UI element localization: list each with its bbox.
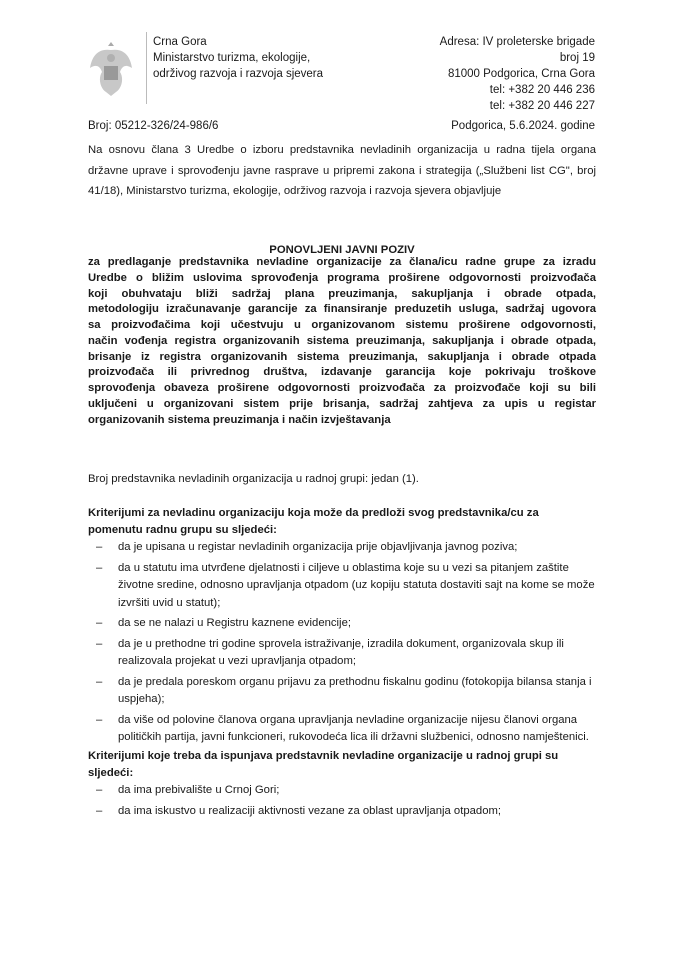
org-criteria-list [88,539,596,747]
org-line: održivog razvoja i razvoja sjevera [153,68,324,80]
subject-line: za predlaganje predstavnika nevladine organizacije za člana/icu radne grupe za izradu [88,256,596,268]
list-item: – da ima iskustvo u realizaciji aktivnosti vezane za oblast upravljanja otpadom; [96,804,502,817]
intro-paragraph: Na osnovu člana 3 Uredbe o izboru predstavnika nevladinih organizacija u radna tijela organa državne uprave i sprovođenju javne rasprave u pripremi zakona i strategija („Službeni list CG", broj 41/18), Ministarstvo turizma, ekologije, održivog razvoja i razvoja sjevera objavljuje [88,144,596,197]
subject-line: organizovanih sistema preuzimanja i način izvještavanja [88,413,391,426]
subject-line: način vođenja registra organizovanih sistema preuzimanja, sakupljanja i obrade otpada, [88,334,596,347]
list-item: – da je u prethodne tri godine sprovela istraživanje, izradila dokument, organizovala skup ili realizovala projekat u vezi upravljanja otpadom; [96,637,564,667]
list-item: – da ima prebivalište u Crnoj Gori; [96,784,280,796]
address-line: 81000 Podgorica, Crna Gora [447,68,595,80]
address-line: Adresa: IV proleterske brigade [439,36,595,48]
list-item: – da se ne nalazi u Registru kaznene evidencije; [96,617,351,629]
list-item: – da je predala poreskom organu prijavu za prethodnu fiskalnu godinu (fotokopija bilansa stanja i uspjeha); [96,675,592,705]
phone-line: tel: +382 20 446 227 [489,100,595,112]
subject-paragraph [88,255,596,428]
subject-line: brisanje iz registra organizovanih sistema preuzimanja, sakupljanja i obrade otpada [88,350,596,363]
subject-line: sa proizvođačima koji učestvuju u organizovanom sistemu proširene odgovornosti, [88,319,596,331]
header-divider [146,32,147,104]
subject-line: Uredbe o bližim uslovima sprovođenja programa proširene odgovornosti proizvođača [88,271,596,284]
list-item: – da više od polovine članova organa upravljanja nevladine organizacije nijesu članovi organa političkih partija, javni funkcioneri, rukovodeća lica ili državni službenici, odnosno namještenici. [96,713,589,743]
org-criteria-section [88,505,596,750]
representative-count: Broj predstavnika nevladinih organizacija u radnoj grupi: jedan (1). [88,473,419,485]
rep-criteria-list [88,782,596,820]
org-line: Crna Gora [153,36,207,48]
organization-name [153,34,323,82]
subject-line: sprovođenja obaveza proširene odgovornosti proizvođača za proizvođače koji su bili [88,382,596,394]
document-title: PONOVLJENI JAVNI POZIV [269,244,415,256]
address-line: broj 19 [559,52,595,64]
phone-line: tel: +382 20 446 236 [489,84,595,96]
rep-criteria-section [88,748,596,823]
subject-line: proizvođača ili privrednog društva, izdavanje garancija koje pokrivaju troškove [88,366,596,379]
subject-line: koji obuhvataju bliži sadržaj plana preuzimanja, sakupljanja i obrade otpada, [88,287,596,300]
org-criteria-heading: Kriterijumi za nevladinu organizaciju koja može da predloži svog predstavnika/cu za pomenutu radnu grupu su sljedeći: [88,507,539,536]
list-item: – da je upisana u registar nevladinih organizacija prije objavljivanja javnog poziva; [96,541,518,553]
address-block [440,34,595,114]
rep-criteria-heading: Kriterijumi koje treba da ispunjava predstavnik nevladine organizacije u radnoj grupi su sljedeći: [88,750,559,779]
document-date: Podgorica, 5.6.2024. godine [451,120,595,132]
subject-line: metodologiju izračunavanje garancije za finansiranje preduzetih usluga, sadržaj ugovora [88,303,596,316]
subject-line: uključeni u organizovani sistem prije brisanja, sadržaj zahtjeva za upis u registar [88,397,596,410]
reference-number: Broj: 05212-326/24-986/6 [88,120,219,132]
coat-of-arms-logo [88,38,134,98]
org-line: Ministarstvo turizma, ekologije, [153,52,311,64]
list-item: – da u statutu ima utvrđene djelatnosti i ciljeve u oblastima koje su u vezi sa pitanjem zaštite životne sredine, odnosno upravljanja otpadom (uz kopiju statuta dostaviti sajt na kome se može izvršiti uvid u statut); [96,561,595,609]
